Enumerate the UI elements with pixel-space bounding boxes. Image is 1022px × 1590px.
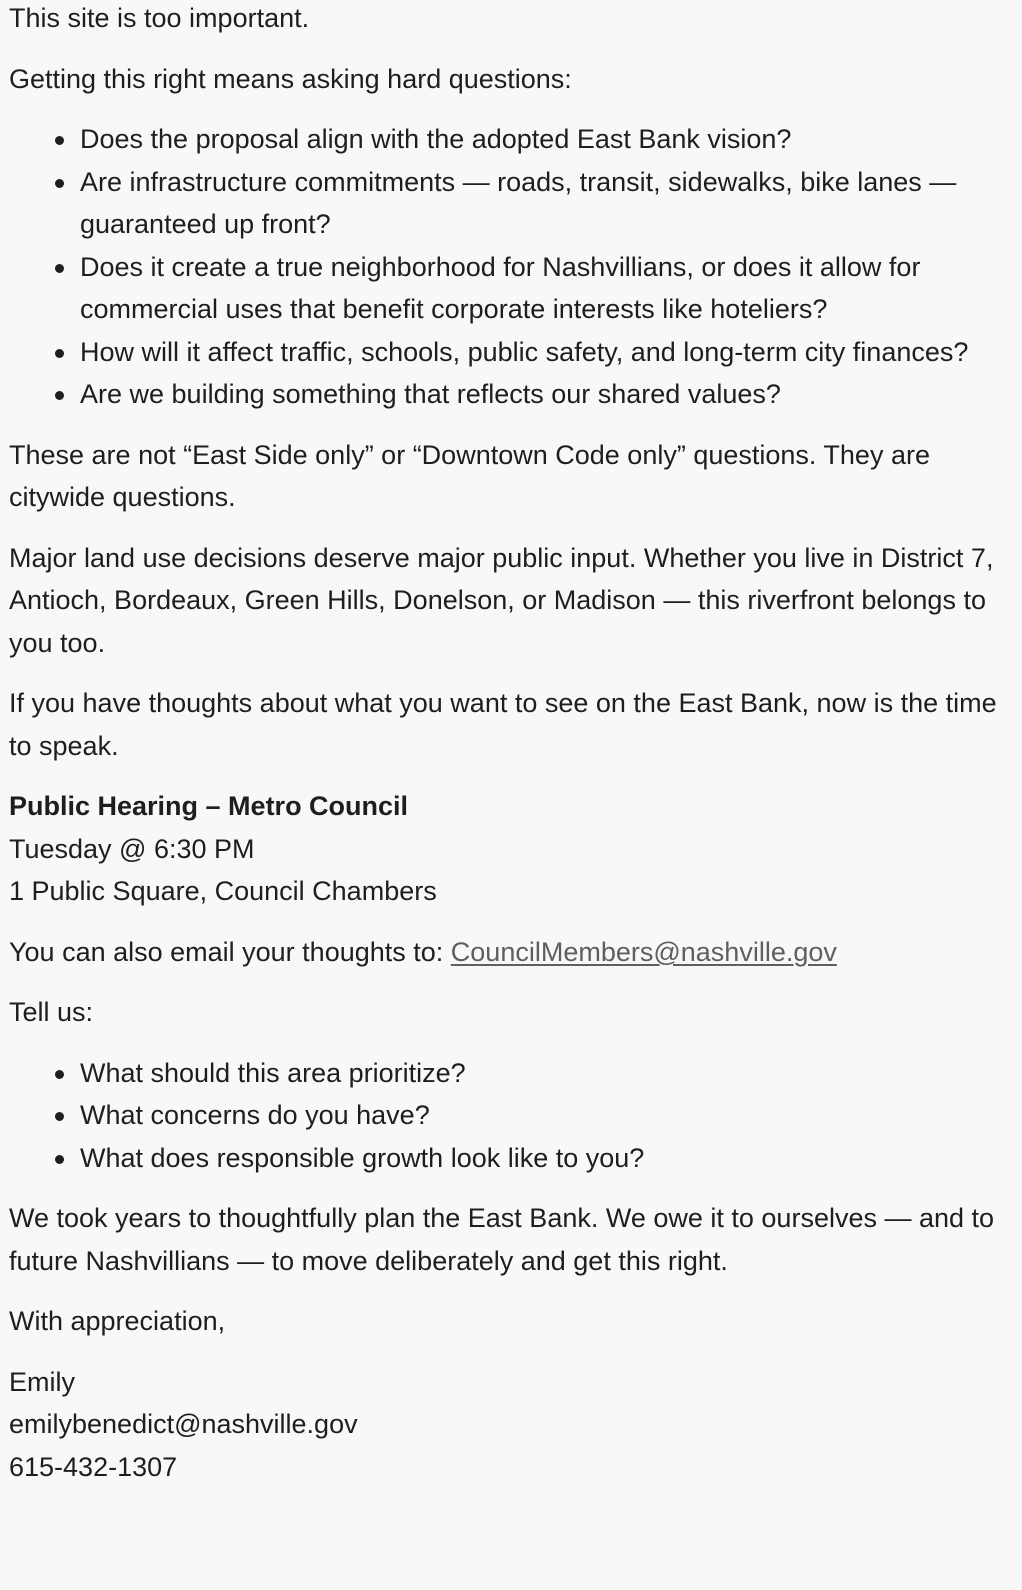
signature-phone: 615-432-1307 xyxy=(9,1451,178,1482)
intro-text: This site is too important. xyxy=(9,3,310,33)
hearing-details xyxy=(9,785,1014,913)
list-item: Does it create a true neighborhood for Nashvillians, or does it allow for commercial uses that benefit corporate interests like hoteliers? xyxy=(80,246,1014,331)
list-item: What should this area prioritize? xyxy=(80,1052,1014,1095)
tell-us-list xyxy=(9,1052,1014,1180)
signature-block xyxy=(9,1361,1014,1489)
time-to-speak-paragraph: If you have thoughts about what you want to see on the East Bank, now is the time to speak. xyxy=(9,688,997,761)
email-prompt-line xyxy=(9,931,1014,974)
list-item: How will it affect traffic, schools, public safety, and long-term city finances? xyxy=(80,331,1014,374)
closing-paragraph: We took years to thoughtfully plan the East Bank. We owe it to ourselves — and to future Nashvillians — to move deliberately and get this right. xyxy=(9,1203,995,1276)
list-item: Are we building something that reflects our shared values? xyxy=(80,373,1014,416)
hearing-location: 1 Public Square, Council Chambers xyxy=(9,876,437,906)
list-item: Does the proposal align with the adopted East Bank vision? xyxy=(80,118,1014,161)
citywide-paragraph: These are not “East Side only” or “Downtown Code only” questions. They are citywide questions. xyxy=(9,439,930,512)
questions-intro: Getting this right means asking hard questions: xyxy=(9,63,572,94)
email-prompt: You can also email your thoughts to: xyxy=(9,936,451,967)
council-email-link[interactable]: CouncilMembers@nashville.gov xyxy=(450,936,837,967)
questions-list xyxy=(9,118,1014,416)
hearing-time: Tuesday @ 6:30 PM xyxy=(9,833,255,864)
list-item: What does responsible growth look like to you? xyxy=(80,1137,1014,1180)
signoff: With appreciation, xyxy=(9,1306,226,1336)
email-body xyxy=(9,0,1014,1488)
hearing-title: Public Hearing – Metro Council xyxy=(9,791,409,821)
tell-us-label: Tell us: xyxy=(9,997,94,1027)
list-item: What concerns do you have? xyxy=(80,1094,1014,1137)
signature-email: emilybenedict@nashville.gov xyxy=(9,1409,358,1439)
list-item: Are infrastructure commitments — roads, transit, sidewalks, bike lanes — guaranteed up front? xyxy=(80,161,1014,246)
signature-name: Emily xyxy=(9,1366,75,1397)
public-input-paragraph: Major land use decisions deserve major public input. Whether you live in District 7, Antioch, Bordeaux, Green Hills, Donelson, or Madison — this riverfront belongs to you too. xyxy=(9,542,994,658)
